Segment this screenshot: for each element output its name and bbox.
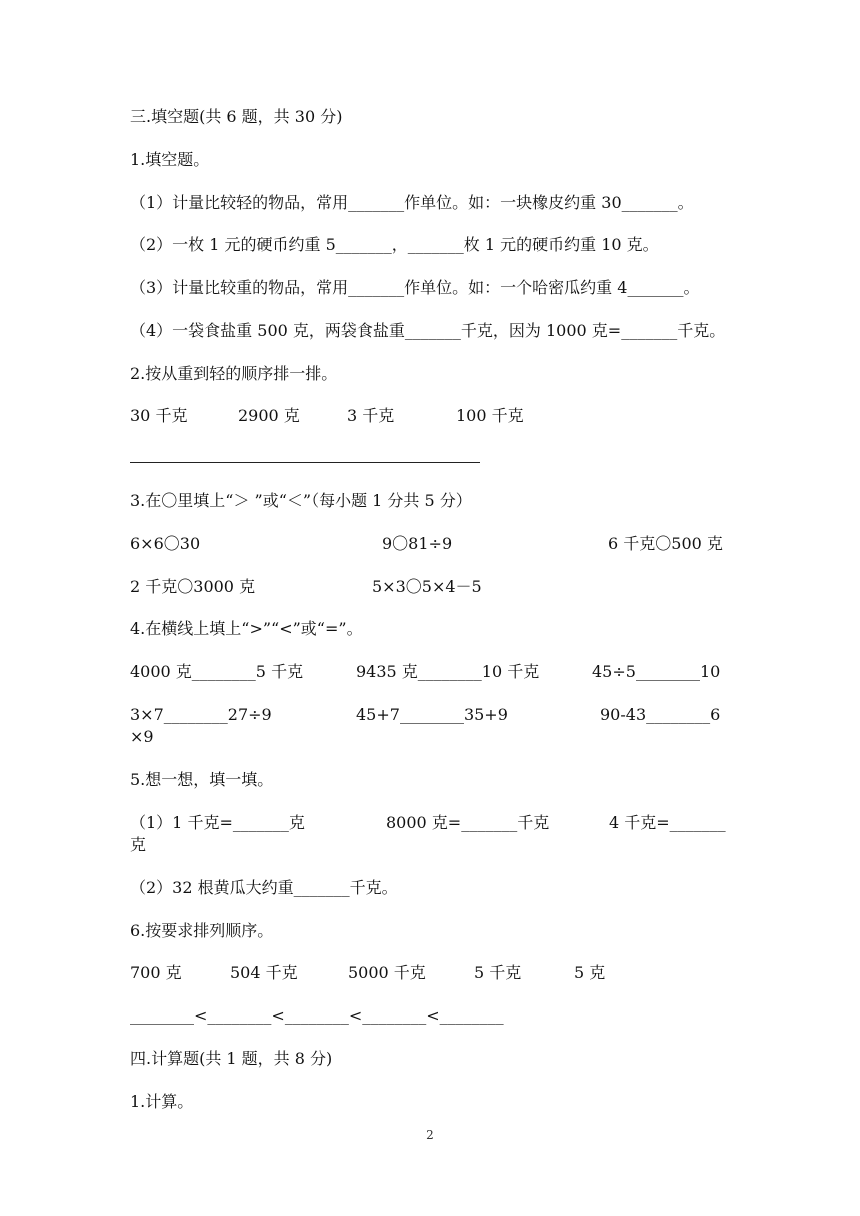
q6-item: 5 千克: [474, 963, 522, 982]
q2-item: 2900 克: [238, 406, 300, 425]
question-4-title: 4.在横线上填上“>”“<”或“=”。: [130, 619, 363, 638]
q5-item: 4 千克=_______: [609, 813, 726, 832]
q4-item: 45÷5________10: [592, 662, 721, 681]
question-5-line-2: （2）32 根黄瓜大约重_______千克。: [130, 878, 398, 897]
question-6-title: 6.按要求排列顺序。: [130, 921, 274, 940]
q2-item: 30 千克: [130, 406, 188, 425]
section-3-title: 三.填空题(共 6 题，共 30 分): [130, 107, 343, 126]
q3-item: 5×3〇5×4－5: [372, 577, 482, 596]
q6-item: 5 克: [574, 963, 606, 982]
q5-item: 8000 克=_______千克: [386, 813, 550, 832]
q5-item: （1）1 千克=_______克: [130, 813, 305, 832]
question-5-title: 5.想一想，填一填。: [130, 770, 274, 789]
q2-item: 100 千克: [456, 406, 524, 425]
q4-item-wrap: ×9: [130, 727, 154, 746]
question-1-line-2: （2）一枚 1 元的硬币约重 5_______，_______枚 1 元的硬币约重 10 克。: [130, 235, 659, 254]
question-1-title: 1.填空题。: [130, 150, 210, 169]
q4-item: 9435 克________10 千克: [356, 662, 540, 681]
q5-item-wrap: 克: [130, 835, 147, 854]
q6-item: 504 千克: [230, 963, 298, 982]
q3-item: 2 千克〇3000 克: [130, 577, 256, 596]
q6-item: 700 克: [130, 963, 182, 982]
q4-item: 90-43________6: [600, 705, 721, 724]
q2-item: 3 千克: [347, 406, 395, 425]
question-3-title: 3.在〇里填上“＞ ”或“＜”（每小题 1 分共 5 分）: [130, 491, 472, 510]
q6-answer-line: ________<________<________<________<________: [130, 1006, 504, 1025]
q3-item: 6 千克〇500 克: [608, 534, 723, 553]
q3-item: 9〇81÷9: [382, 534, 453, 553]
q6-item: 5000 千克: [348, 963, 426, 982]
question-1-line-4: （4）一袋食盐重 500 克，两袋食盐重_______千克，因为 1000 克=_______千克。: [130, 321, 726, 340]
question-2-title: 2.按从重到轻的顺序排一排。: [130, 364, 338, 383]
q4-item: 3×7________27÷9: [130, 705, 272, 724]
q4-item: 4000 克________5 千克: [130, 662, 304, 681]
section-4-question-1-title: 1.计算。: [130, 1092, 194, 1111]
question-1-line-3: （3）计量比较重的物品，常用_______作单位。如：一个哈密瓜约重 4_______。: [130, 278, 700, 297]
question-1-line-1: （1）计量比较轻的物品，常用_______作单位。如：一块橡皮约重 30_______。: [130, 193, 694, 212]
q4-item: 45+7________35+9: [356, 705, 508, 724]
answer-line: [130, 462, 480, 463]
section-4-title: 四.计算题(共 1 题，共 8 分): [130, 1049, 333, 1068]
q3-item: 6×6〇30: [130, 534, 201, 553]
page-number: 2: [426, 1128, 434, 1142]
